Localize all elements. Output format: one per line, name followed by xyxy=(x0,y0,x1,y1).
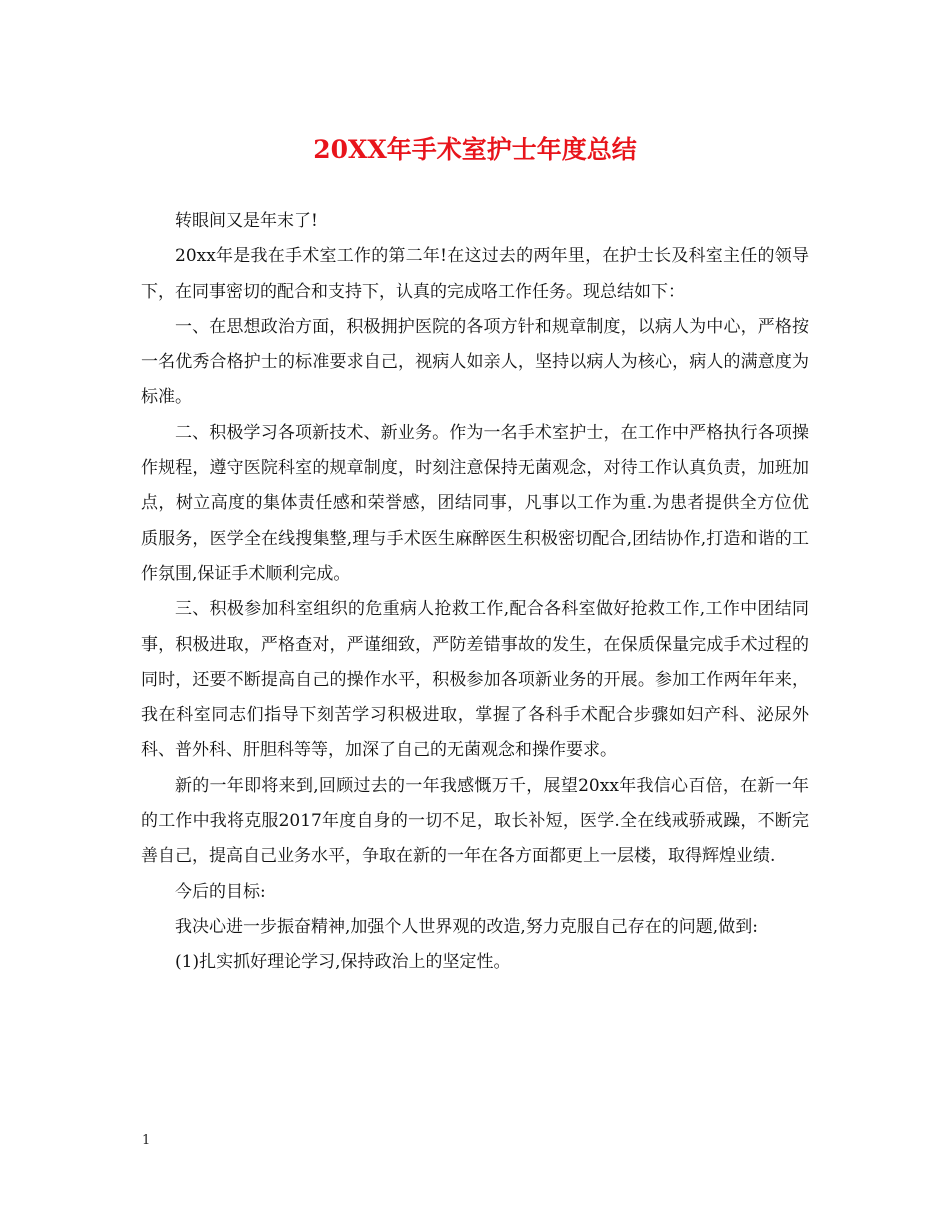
paragraph-2: 20xx年是我在手术室工作的第二年!在这过去的两年里，在护士长及科室主任的领导下，在同事密切的配合和支持下，认真的完成咯工作任务。现总结如下： xyxy=(141,246,809,302)
paragraph-5: 三、积极参加科室组织的危重病人抢救工作,配合各科室做好抢救工作,工作中团结同事，积极进取，严格查对，严谨细致，严防差错事故的发生，在保质保量完成手术过程的同时，还要不断提高自己的操作水平，积极参加各项新业务的开展。参加工作两年年来，我在科室同志们指导下刻苦学习积极进取，掌握了各科手术配合步骤如妇产科、泌尿外科、普外科、肝胆科等等，加深了自己的无菌观念和操作要求。 xyxy=(141,599,809,761)
paragraph-3: 一、在思想政治方面，积极拥护医院的各项方针和规章制度，以病人为中心，严格按一名优秀合格护士的标准要求自己，视病人如亲人，坚持以病人为核心，病人的满意度为标准。 xyxy=(141,316,809,408)
paragraph-6: 新的一年即将来到,回顾过去的一年我感慨万千，展望20xx年我信心百倍，在新一年的工作中我将克服2017年度自身的一切不足，取长补短，医学.全在线戒骄戒躁，不断完善自己，提高自己业务水平，争取在新的一年在各方面都更上一层楼，取得辉煌业绩. xyxy=(141,775,809,867)
paragraph-7: 今后的目标: xyxy=(175,881,266,902)
paragraph-4: 二、积极学习各项新技术、新业务。作为一名手术室护士，在工作中严格执行各项操作规程，遵守医院科室的规章制度，时刻注意保持无菌观念，对待工作认真负责，加班加点，树立高度的集体责任感和荣誉感，团结同事，凡事以工作为重.为患者提供全方位优质服务，医学全在线搜集整,理与手术医生麻醉医生积极密切配合,团结协作,打造和谐的工作氛围,保证手术顺利完成。 xyxy=(141,422,809,584)
paragraph-1: 转眼间又是年末了! xyxy=(175,211,318,231)
document-body xyxy=(141,204,809,981)
page-number: 1 xyxy=(142,1133,151,1148)
paragraph-8: 我决心进一步振奋精神,加强个人世界观的改造,努力克服自己存在的问题,做到: xyxy=(175,916,758,937)
document-title: 20XX年手术室护士年度总结 xyxy=(313,135,637,164)
paragraph-9: (1)扎实抓好理论学习,保持政治上的坚定性。 xyxy=(175,952,511,973)
